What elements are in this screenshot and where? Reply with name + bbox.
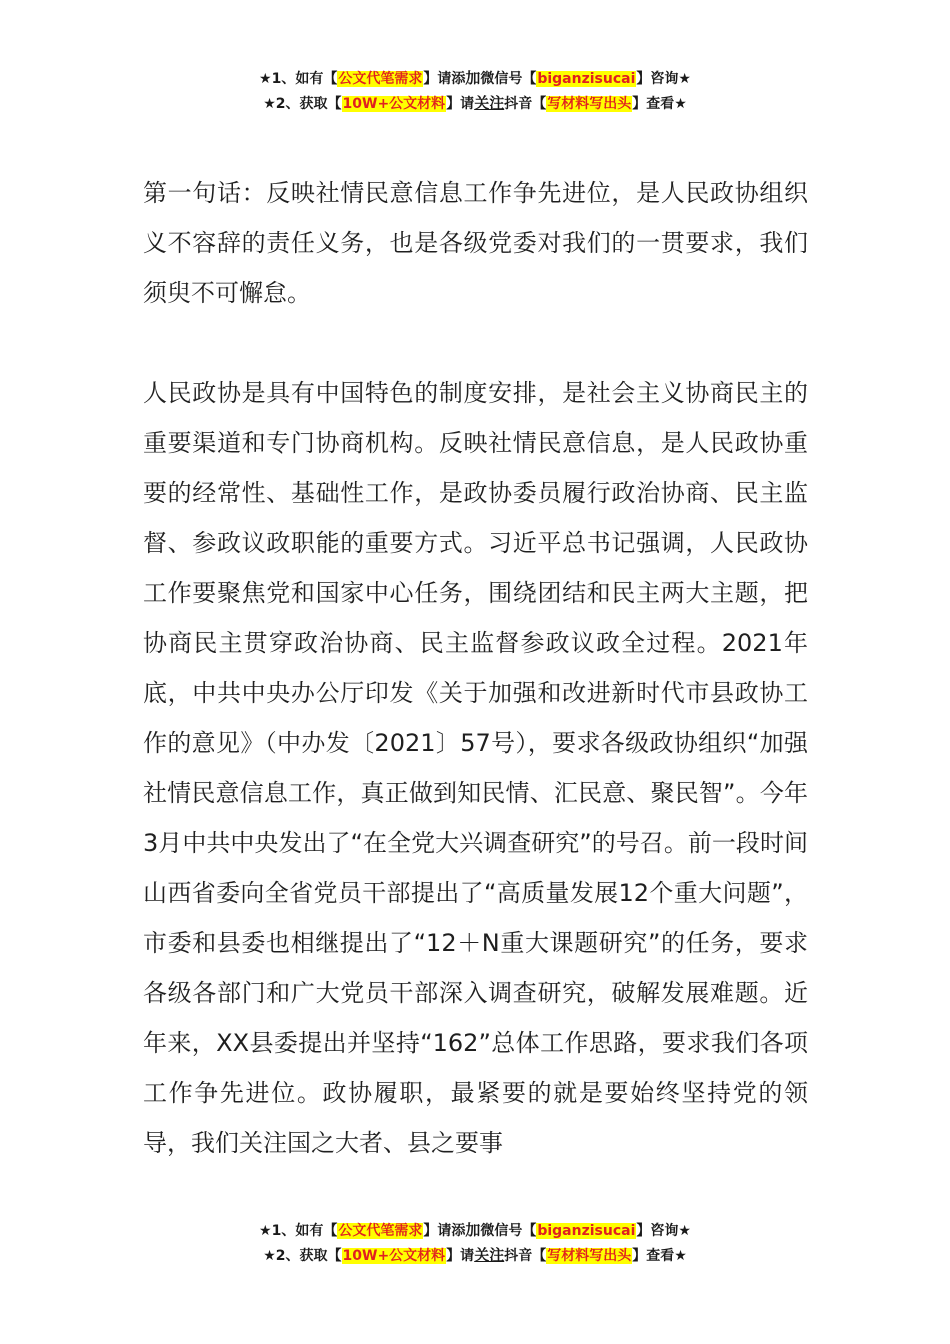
banner-text: 抖音【 — [504, 1248, 547, 1264]
highlight-douyin: 写材料写出头 — [547, 1248, 632, 1264]
highlight-service: 公文代笔需求 — [338, 1223, 423, 1239]
banner-line-1 — [0, 1218, 950, 1243]
banner-line-2 — [0, 91, 950, 116]
banner-text: 】请 — [446, 96, 475, 112]
highlight-wechat-id: biganzisucai — [537, 71, 636, 87]
banner-text: ★1、如有【 — [259, 71, 338, 87]
banner-line-1 — [0, 66, 950, 91]
banner-text: 】咨询★ — [636, 1223, 691, 1239]
highlight-materials: 10W+公文材料 — [342, 96, 446, 112]
banner-text: ★2、获取【 — [263, 1248, 342, 1264]
banner-text: 】请添 — [423, 1223, 466, 1239]
banner-text: 】请添 — [423, 71, 466, 87]
banner-text: 】查看★ — [632, 96, 687, 112]
banner-text: 加 — [465, 69, 481, 87]
banner-text: 抖音【 — [504, 96, 547, 112]
paragraph-1: 第一句话：反映社情民意信息工作争先进位，是人民政协组织义不容辞的责任义务，也是各级党委对我们的一贯要求，我们须臾不可懈怠。 — [143, 179, 808, 307]
banner-text: 】请 — [446, 1248, 475, 1264]
footer-banner — [0, 1218, 950, 1268]
banner-text: ★2、获取【 — [263, 96, 342, 112]
highlight-service: 公文代笔需求 — [338, 71, 423, 87]
banner-text: 微信号【 — [480, 1223, 537, 1239]
highlight-materials: 10W+公文材料 — [342, 1248, 446, 1264]
banner-text: 关注 — [474, 1246, 505, 1264]
paragraph-2: 人民政协是具有中国特色的制度安排，是社会主义协商民主的重要渠道和专门协商机构。反映社情民意信息，是人民政协重要的经常性、基础性工作，是政协委员履行政治协商、民主监督、参政议政职能的重要方式。习近平总书记强调，人民政协工作要聚焦党和国家中心任务，围绕团结和民主两大主题，把协商民主贯穿政治协商、民主监督参政议政全过程。2021年底，中共中央办公厅印发《关于加强和改进新时代市县政协工作的意见》（中办发〔2021〕57号），要求各级政协组织“加强社情民意信息工作，真正做到知民情、汇民意、聚民智”。今年3月中共中央发出了“在全党大兴调查研究”的号召。前一段时间山西省委向全省党员干部提出了“高质量发展12个重大问题”，市委和县委也相继提出了“12＋N重大课题研究”的任务，要求各级各部门和广大党员干部深入调查研究，破解发展难题。近年来，XX县委提出并坚持“162”总体工作思路，要求我们各项工作争先进位。政协履职，最紧要的就是要始终坚持党的领导，我们关注国之大者、县之要事 — [143, 379, 808, 1157]
document-body — [143, 168, 808, 1168]
highlight-wechat-id: biganzisucai — [537, 1223, 636, 1239]
banner-text: 】查看★ — [632, 1248, 687, 1264]
banner-text: 加 — [465, 1221, 481, 1239]
header-banner — [0, 66, 950, 116]
banner-text: 关注 — [474, 94, 505, 112]
paragraph-gap — [143, 318, 808, 368]
highlight-douyin: 写材料写出头 — [547, 96, 632, 112]
banner-text: 微信号【 — [480, 71, 537, 87]
banner-line-2 — [0, 1243, 950, 1268]
banner-text: 】咨询★ — [636, 71, 691, 87]
banner-text: ★1、如有【 — [259, 1223, 338, 1239]
